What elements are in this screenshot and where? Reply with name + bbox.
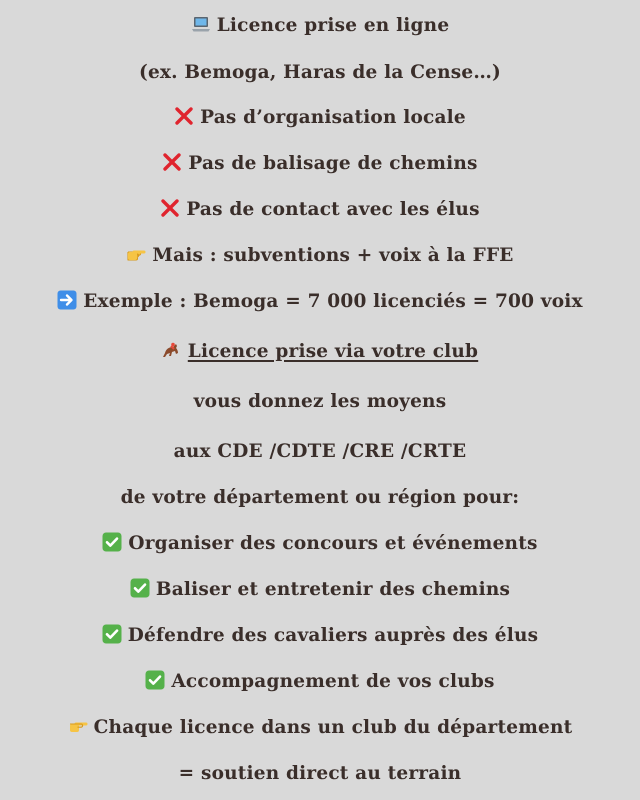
pointing-hand-icon (126, 244, 146, 264)
line-text: Chaque licence dans un club du département (93, 717, 573, 738)
line-give-means (0, 390, 640, 414)
line-text: Mais : subventions + voix à la FFE (152, 245, 514, 266)
line-organise-events (0, 532, 640, 556)
line-text: Baliser et entretenir des chemins (155, 579, 511, 600)
check-mark-icon (130, 578, 150, 598)
red-cross-icon (174, 106, 194, 126)
check-mark-icon (145, 670, 165, 690)
line-text: vous donnez les moyens (193, 391, 447, 412)
line-subsidies-votes (0, 244, 640, 268)
line-committees (0, 440, 640, 464)
line-example-sites (0, 61, 640, 85)
line-text: Accompagnement de vos clubs (171, 671, 495, 692)
line-direct-support (0, 762, 640, 786)
red-cross-icon (160, 198, 180, 218)
line-text: Pas de contact avec les élus (186, 199, 480, 220)
line-text: Licence prise via votre club (187, 341, 479, 362)
line-no-local-organisation (0, 106, 640, 130)
line-text: Pas d’organisation locale (200, 107, 466, 128)
line-club-licence (0, 340, 640, 364)
red-cross-icon (162, 152, 182, 172)
check-mark-icon (102, 532, 122, 552)
line-each-licence (0, 716, 640, 740)
line-text: Défendre des cavaliers auprès des élus (127, 625, 539, 646)
line-text: Pas de balisage de chemins (188, 153, 478, 174)
line-defend-riders (0, 624, 640, 648)
line-text: Licence prise en ligne (216, 15, 450, 36)
line-example-bemoga (0, 290, 640, 314)
line-text: de votre département ou région pour: (120, 487, 520, 508)
line-text: aux CDE /CDTE /CRE /CRTE (173, 441, 467, 462)
laptop-icon (191, 14, 211, 34)
line-department-region (0, 486, 640, 510)
line-text: Exemple : Bemoga = 7 000 licenciés = 700 voix (83, 291, 583, 312)
line-support-clubs (0, 670, 640, 694)
check-mark-icon (102, 624, 122, 644)
pointing-hand-icon (68, 716, 88, 736)
line-mark-paths (0, 578, 640, 602)
line-text: Organiser des concours et événements (128, 533, 538, 554)
line-text: (ex. Bemoga, Haras de la Cense…) (138, 62, 501, 83)
line-no-path-marking (0, 152, 640, 176)
right-arrow-icon (57, 290, 77, 310)
line-online-licence (0, 14, 640, 38)
horse-racing-icon (162, 340, 182, 360)
line-text: = soutien direct au terrain (178, 763, 462, 784)
line-no-contact-officials (0, 198, 640, 222)
